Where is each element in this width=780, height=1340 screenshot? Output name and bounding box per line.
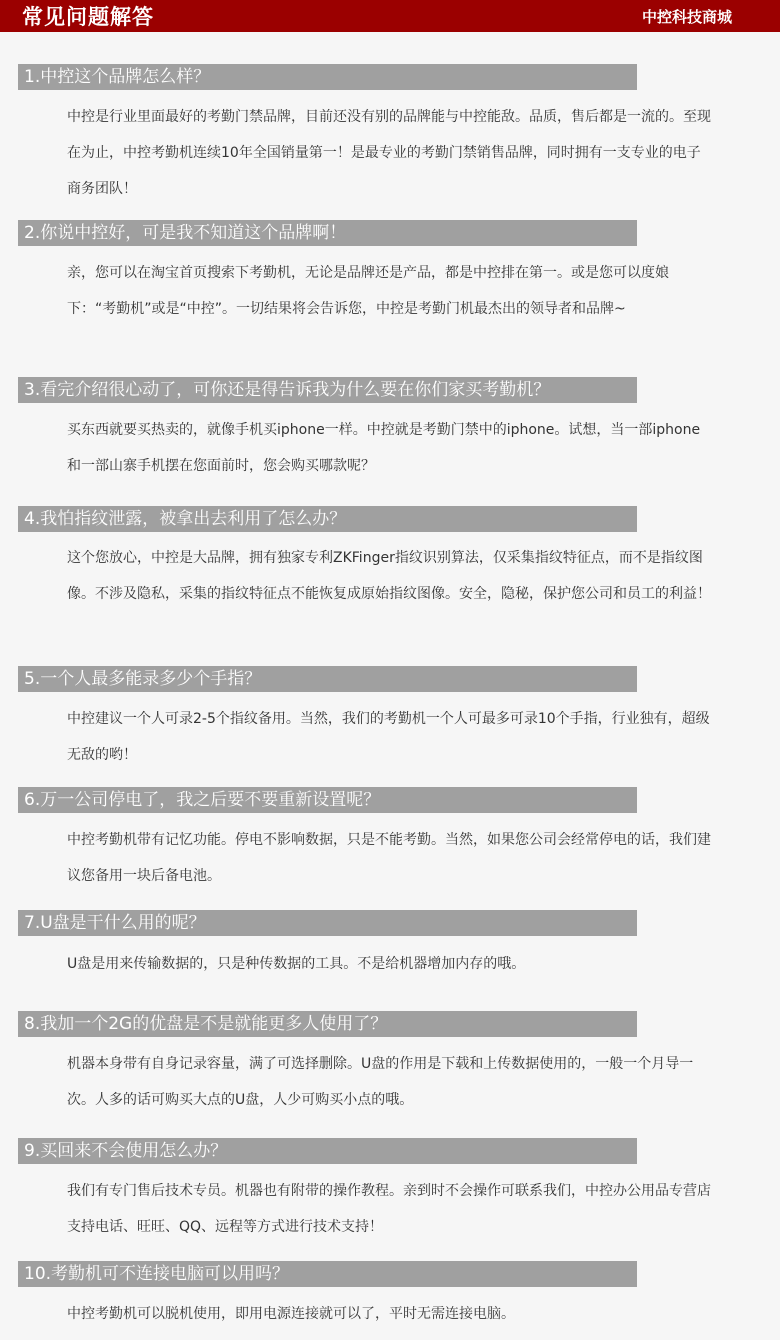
faq-question-4: 4.我怕指纹泄露，被拿出去利用了怎么办？ [18, 506, 637, 532]
faq-answer-9: 我们有专门售后技术专员。机器也有附带的操作教程。亲到时不会操作可联系我们，中控办公用品专营店支持电话、旺旺、QQ、远程等方式进行技术支持！ [67, 1183, 711, 1235]
faq-question-7: 7.U盘是干什么用的呢？ [18, 910, 637, 936]
faq-answer-3: 买东西就要买热卖的，就像手机买iphone一样。中控就是考勤门禁中的iphone。试想，当一部iphone和一部山寨手机摆在您面前时，您会购买哪款呢？ [67, 422, 701, 474]
faq-answer-5: 中控建议一个人可录2-5个指纹备用。当然，我们的考勤机一个人可最多可录10个手指，行业独有，超级无敌的哟！ [67, 711, 710, 763]
page-title: 常见问题解答 [22, 5, 154, 29]
faq-answer-10: 中控考勤机可以脱机使用，即用电源连接就可以了，平时无需连接电脑。 [67, 1306, 515, 1322]
store-name: 中控科技商城 [641, 7, 732, 26]
faq-question-1: 1.中控这个品牌怎么样？ [18, 64, 637, 90]
faq-answer-4: 这个您放心，中控是大品牌，拥有独家专利ZKFinger指纹识别算法，仅采集指纹特征点，而不是指纹图像。不涉及隐私，采集的指纹特征点不能恢复成原始指纹图像。安全，隐秘，保护您公司和员工的利益！ [67, 550, 711, 602]
faq-question-2: 2.你说中控好，可是我不知道这个品牌啊！ [18, 220, 637, 246]
faq-answer-2: 亲，您可以在淘宝首页搜索下考勤机，无论是品牌还是产品，都是中控排在第一。或是您可以度娘下：“考勤机”或是“中控”。一切结果将会告诉您，中控是考勤门机最杰出的领导者和品牌~ [67, 265, 669, 317]
faq-question-5: 5.一个人最多能录多少个手指？ [18, 666, 637, 692]
faq-question-8: 8.我加一个2G的优盘是不是就能更多人使用了？ [18, 1011, 637, 1037]
faq-answer-1: 中控是行业里面最好的考勤门禁品牌，目前还没有别的品牌能与中控能敌。品质，售后都是一流的。至现在为止，中控考勤机连续10年全国销量第一！是最专业的考勤门禁销售品牌，同时拥有一支专业的电子商务团队！ [67, 109, 711, 197]
faq-question-6: 6.万一公司停电了，我之后要不要重新设置呢？ [18, 787, 637, 813]
page-header [0, 0, 780, 32]
faq-question-10: 10.考勤机可不连接电脑可以用吗？ [18, 1261, 637, 1287]
faq-answer-7: U盘是用来传输数据的，只是种传数据的工具。不是给机器增加内存的哦。 [67, 956, 526, 972]
faq-answer-8: 机器本身带有自身记录容量，满了可选择删除。U盘的作用是下载和上传数据使用的，一般一个月导一次。人多的话可购买大点的U盘，人少可购买小点的哦。 [67, 1056, 694, 1108]
faq-question-9: 9.买回来不会使用怎么办？ [18, 1138, 637, 1164]
faq-question-3: 3.看完介绍很心动了，可你还是得告诉我为什么要在你们家买考勤机？ [18, 377, 637, 403]
faq-answer-6: 中控考勤机带有记忆功能。停电不影响数据，只是不能考勤。当然，如果您公司会经常停电的话，我们建议您备用一块后备电池。 [67, 832, 711, 884]
